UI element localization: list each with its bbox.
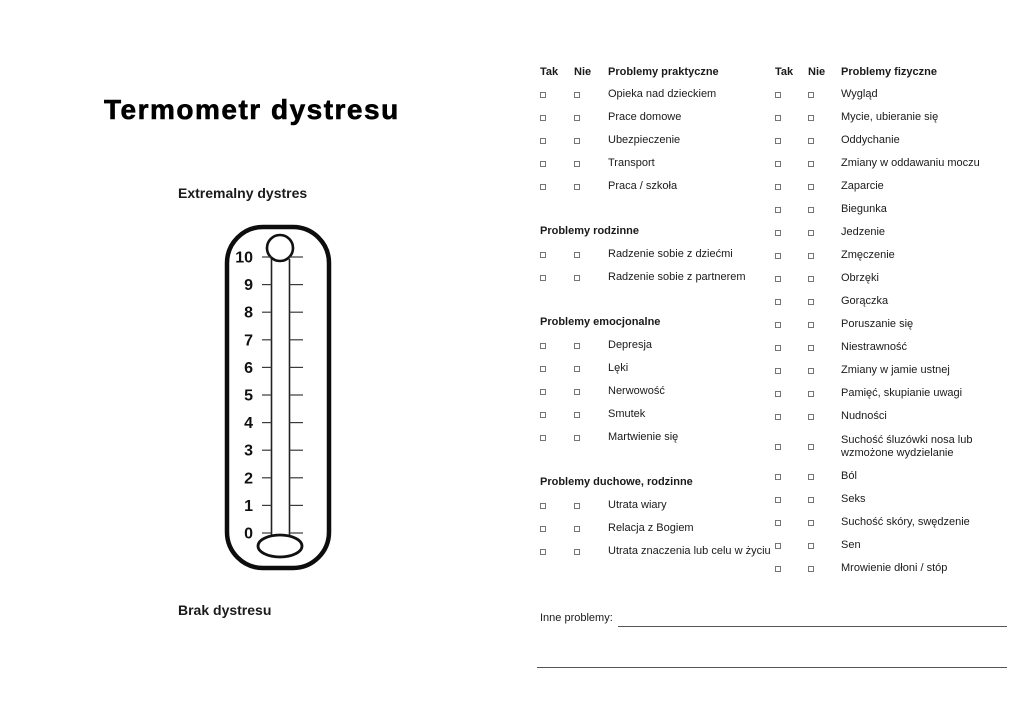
checkbox-cell [574,432,608,444]
checkbox-tak[interactable] [775,184,781,190]
checklist-row [540,175,785,198]
checklist-item-label: Ubezpieczenie [608,134,681,146]
checkbox-cell [574,181,608,193]
checkbox-cell [574,523,608,535]
checkbox-cell [540,112,574,124]
checkbox-cell [808,411,841,423]
checkbox-tak[interactable] [540,115,546,121]
checkbox-nie[interactable] [808,115,814,121]
checklist-item-label: Utrata znaczenia lub celu w życiu [608,545,771,557]
checkbox-tak[interactable] [775,161,781,167]
checkbox-cell [775,250,808,262]
checklist-item-label: Prace domowe [608,111,682,123]
checkbox-cell [775,319,808,331]
checkbox-nie[interactable] [574,275,580,281]
thermometer-scale-number[interactable]: 2 [244,470,253,488]
checkbox-cell [808,342,841,354]
checklist-item-label: Jedzenie [841,226,886,238]
checklist-item-label: Radzenie sobie z dziećmi [608,248,733,260]
checklist-row [540,266,785,289]
checkbox-cell [574,546,608,558]
checkbox-cell [775,441,808,453]
checkbox-cell [540,523,574,535]
section-title: Problemy praktyczne [608,65,719,78]
checklist-item-label: Suchość skóry, swędzenie [841,516,970,528]
checklist-row [775,267,1024,290]
checkbox-nie[interactable] [574,412,580,418]
checkbox-cell [775,517,808,529]
checkbox-cell [808,540,841,552]
checkbox-nie[interactable] [808,138,814,144]
checklist-row [775,175,1024,198]
section-title: Problemy rodzinne [540,225,640,237]
checkbox-cell [808,319,841,331]
checkbox-tak[interactable] [540,275,546,281]
checklist-header-row [540,60,785,83]
checklist-row [540,83,785,106]
checklist-item-label: Lęki [608,362,629,374]
checklist-row [775,557,1024,580]
checkbox-cell [808,181,841,193]
checkbox-cell [540,546,574,558]
checkbox-nie[interactable] [808,520,814,526]
checkbox-nie[interactable] [808,497,814,503]
checklist-column-left [540,60,785,563]
checkbox-cell [808,250,841,262]
checkbox-tak[interactable] [540,549,546,555]
checklist-row [775,511,1024,534]
checkbox-cell [574,89,608,101]
checklist-item-label: Obrzęki [841,272,879,284]
yes-column-header: Tak [775,65,794,78]
checkbox-nie[interactable] [808,566,814,572]
checklist-row [540,517,785,540]
checkbox-nie[interactable] [808,184,814,190]
no-distress-label: Brak dystresu [178,602,272,618]
checklist-row [775,244,1024,267]
checkbox-nie[interactable] [574,343,580,349]
checklist-item-label: Zmiany w jamie ustnej [841,364,950,376]
checkbox-tak[interactable] [775,520,781,526]
checkbox-nie[interactable] [808,322,814,328]
checklist-row [540,243,785,266]
checkbox-nie[interactable] [574,138,580,144]
checkbox-cell [808,517,841,529]
checkbox-cell [808,227,841,239]
checkbox-cell [540,249,574,261]
checklist-row [775,129,1024,152]
checkbox-tak[interactable] [540,526,546,532]
checkbox-cell [775,471,808,483]
checkbox-cell [775,227,808,239]
checkbox-cell [775,204,808,216]
checklist-item-label: Depresja [608,339,653,351]
checkbox-cell [808,112,841,124]
checkbox-tak[interactable] [775,497,781,503]
checkbox-nie[interactable] [808,474,814,480]
checklist-row [775,488,1024,511]
checklist-column-right [775,60,1024,580]
checklist-item-label: Pamięć, skupianie uwagi [841,387,963,399]
checkbox-nie[interactable] [808,92,814,98]
checklist-row [775,106,1024,129]
checkbox-nie[interactable] [574,161,580,167]
thermometer-scale-number[interactable]: 4 [244,415,253,433]
checkbox-cell [574,386,608,398]
checkbox-nie[interactable] [808,444,814,450]
checklist-item-label: Zmęczenie [841,249,895,261]
checkbox-cell [775,494,808,506]
checklist-item-label: Oddychanie [841,134,900,146]
thermometer-scale-number[interactable]: 6 [244,359,253,377]
checkbox-nie[interactable] [574,503,580,509]
checkbox-nie[interactable] [808,230,814,236]
checklist-row [775,221,1024,244]
checkbox-nie[interactable] [574,549,580,555]
checkbox-cell [540,500,574,512]
checklist-item-label: Opieka nad dzieckiem [608,88,717,100]
checklist-row [540,494,785,517]
checklist-row [775,83,1024,106]
no-column-header: Nie [808,65,826,78]
checkbox-nie[interactable] [808,253,814,259]
checklist-section [540,220,785,289]
checkbox-tak[interactable] [540,138,546,144]
checkbox-cell [775,181,808,193]
thermometer-scale [235,250,303,543]
checkbox-cell [574,363,608,375]
page-title: Termometr dystresu [104,94,400,125]
checklist-row [775,382,1024,405]
checklist-row [540,106,785,129]
checkbox-tak[interactable] [540,92,546,98]
checkbox-tak[interactable] [775,322,781,328]
checkbox-cell [775,540,808,552]
checkbox-tak[interactable] [540,503,546,509]
checklist-item-label: Zaparcie [841,180,884,192]
checklist-item-label: Biegunka [841,203,887,215]
checkbox-tak[interactable] [540,343,546,349]
thermometer-svg[interactable] [220,220,335,575]
checklist-header-row [775,60,1024,83]
checklist-section [540,60,785,198]
checklist-item-label: Martwienie się [608,431,679,443]
checkbox-nie[interactable] [808,161,814,167]
checkbox-nie[interactable] [574,115,580,121]
thermometer-scale-number[interactable]: 9 [244,277,253,295]
checkbox-cell [540,432,574,444]
checkbox-cell [808,135,841,147]
thermometer-scale-number[interactable]: 5 [244,387,253,405]
checkbox-cell [808,563,841,575]
checkbox-cell [775,89,808,101]
checkbox-nie[interactable] [574,526,580,532]
checkbox-cell [540,89,574,101]
checklist-item-label: Mrowienie dłoni / stóp [841,562,948,574]
checklist-row [540,129,785,152]
checklist-row [775,290,1024,313]
checklist-item-label: Zmiany w oddawaniu moczu [841,157,980,169]
checkbox-nie[interactable] [574,435,580,441]
checkbox-tak[interactable] [540,435,546,441]
checkbox-tak[interactable] [540,161,546,167]
checkbox-cell [808,296,841,308]
thermometer-bottom-bulb [258,535,302,557]
checkbox-tak[interactable] [775,444,781,450]
checklist-row [540,334,785,357]
checklist-item-label: Transport [608,157,655,169]
thermometer-outline [227,227,329,568]
yes-column-header: Tak [540,65,559,78]
checklist-item-label: Nerwowość [608,385,665,397]
checkbox-cell [775,296,808,308]
checklist-section [540,471,785,563]
checkbox-cell [808,494,841,506]
checkbox-cell [808,365,841,377]
checkbox-tak[interactable] [775,253,781,259]
checkbox-tak[interactable] [775,230,781,236]
checkbox-nie[interactable] [808,345,814,351]
checklist-row [540,540,785,563]
checkbox-cell [808,204,841,216]
checklist-item-label: Praca / szkoła [608,180,678,192]
extreme-distress-label: Extremalny dystres [178,185,308,201]
checkbox-tak[interactable] [775,299,781,305]
checkbox-cell [775,158,808,170]
checkbox-cell [574,112,608,124]
checklist-item-label: Sen [841,539,861,551]
checkbox-tak[interactable] [775,138,781,144]
checkbox-cell [574,340,608,352]
other-problems-row [540,606,1007,629]
checkbox-cell [775,112,808,124]
no-column-header: Nie [574,65,592,78]
checkbox-cell [574,158,608,170]
checklist-row [540,426,785,449]
checklist-item-label: Wygląd [841,88,878,100]
checklist-row [775,198,1024,221]
checkbox-nie[interactable] [808,207,814,213]
checkbox-cell [775,365,808,377]
checkbox-tak[interactable] [775,474,781,480]
checkbox-nie[interactable] [574,366,580,372]
other-problems-label: Inne problemy: [540,611,613,624]
checkbox-cell [574,249,608,261]
checkbox-nie[interactable] [808,368,814,374]
checkbox-cell [540,135,574,147]
checkbox-tak[interactable] [775,92,781,98]
checklist-row [775,336,1024,359]
checkbox-tak[interactable] [775,391,781,397]
checkbox-nie[interactable] [574,92,580,98]
thermometer-scale-number[interactable]: 3 [244,442,253,460]
checklist-item-label: Ból [841,470,857,482]
checkbox-cell [540,409,574,421]
checklist-row [540,152,785,175]
checklist-item-label: Relacja z Bogiem [608,522,694,534]
checkbox-cell [775,563,808,575]
checkbox-cell [808,471,841,483]
checkbox-cell [540,272,574,284]
checkbox-tak[interactable] [775,414,781,420]
checklist-item-label: Nudności [841,410,887,422]
checkbox-nie[interactable] [574,184,580,190]
checkbox-cell [808,441,841,453]
checkbox-cell [574,135,608,147]
checklist-row [775,428,1024,465]
checklist-item-label: Radzenie sobie z partnerem [608,271,746,283]
checklist-section [540,311,785,449]
checkbox-cell [808,89,841,101]
checklist-item-label: Seks [841,493,866,505]
checkbox-nie[interactable] [808,391,814,397]
section-title: Problemy emocjonalne [540,316,661,328]
checklist-row [775,313,1024,336]
checkbox-cell [540,158,574,170]
checklist-row [775,152,1024,175]
checklist-section [775,60,1024,580]
checkbox-cell [540,386,574,398]
checkbox-cell [808,158,841,170]
checklist-item-label: Utrata wiary [608,499,667,511]
checkbox-tak[interactable] [775,543,781,549]
thermometer-scale-number[interactable]: 10 [235,249,253,267]
checkbox-tak[interactable] [775,207,781,213]
checklist-row [540,403,785,426]
section-title: Problemy fizyczne [841,65,937,78]
checkbox-cell [574,500,608,512]
checkbox-cell [775,135,808,147]
checkbox-tak[interactable] [540,184,546,190]
checklist-item-label: Suchość śluzówki nosa lub wzmożone wydzielanie [841,433,973,459]
checkbox-cell [775,411,808,423]
checkbox-tak[interactable] [775,368,781,374]
checkbox-nie[interactable] [808,299,814,305]
checkbox-tak[interactable] [540,412,546,418]
checkbox-nie[interactable] [574,389,580,395]
checkbox-tak[interactable] [775,345,781,351]
checkbox-cell [540,181,574,193]
checklist-row [775,405,1024,428]
checkbox-nie[interactable] [808,543,814,549]
checkbox-tak[interactable] [775,566,781,572]
checklist-item-label: Niestrawność [841,341,908,353]
other-problems-input-line[interactable] [618,609,1007,627]
checkbox-cell [808,273,841,285]
checkbox-nie[interactable] [808,414,814,420]
checkbox-cell [540,363,574,375]
checkbox-cell [540,340,574,352]
checkbox-cell [574,409,608,421]
checkbox-cell [574,272,608,284]
checklist-item-label: Gorączka [841,295,889,307]
thermometer-scale-number[interactable]: 1 [244,497,253,515]
checkbox-tak[interactable] [775,276,781,282]
thermometer-scale-number[interactable]: 0 [244,525,253,543]
checklist-item-label: Mycie, ubieranie się [841,111,939,123]
checkbox-cell [775,388,808,400]
thermometer-scale-number[interactable]: 8 [244,304,253,322]
checklist-row [540,357,785,380]
other-problems-extra-line[interactable] [537,667,1007,668]
checklist-item-label: Poruszanie się [841,318,914,330]
checkbox-cell [808,388,841,400]
checklist-row [775,465,1024,488]
section-title: Problemy duchowe, rodzinne [540,476,693,488]
checkbox-nie[interactable] [808,276,814,282]
checkbox-cell [775,342,808,354]
checkbox-tak[interactable] [540,252,546,258]
checkbox-tak[interactable] [775,115,781,121]
checklist-row [775,534,1024,557]
checkbox-nie[interactable] [574,252,580,258]
checklist-item-label: Smutek [608,408,646,420]
thermometer-scale-number[interactable]: 7 [244,332,253,350]
checklist-row [775,359,1024,382]
checkbox-cell [775,273,808,285]
checklist-row [540,380,785,403]
checkbox-tak[interactable] [540,366,546,372]
checkbox-tak[interactable] [540,389,546,395]
